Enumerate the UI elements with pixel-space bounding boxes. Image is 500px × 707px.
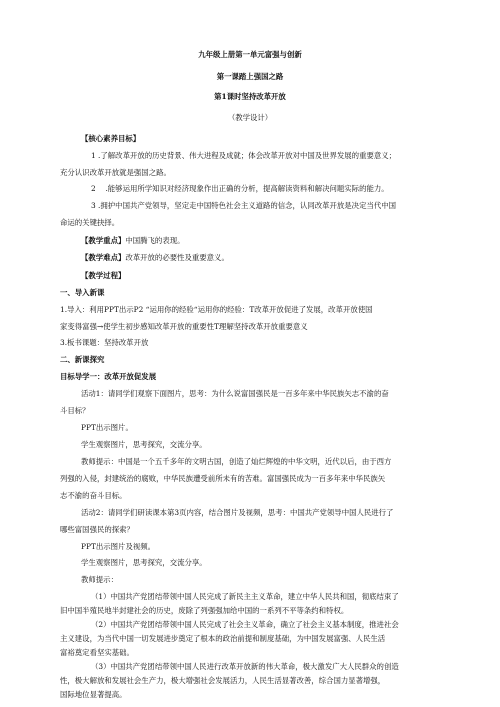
difficult-point-text: 改革开放的必要性及重要意义。 <box>125 253 229 262</box>
guide-1-heading: 目标导学一：改革开放促发展 <box>60 372 157 381</box>
key-point-text: 中国腾飞的表现。 <box>125 236 185 245</box>
point-3-line-1: （3）中国共产党团结带领中国人民进行改革开放新的伟大革命，极大激发广大人民群众的创造 <box>91 662 399 671</box>
point-2-line-2: 主义建设，为当代中国一切发展进步奠定了根本的政治前提和制度基础，为中国发展富强、人民生活 <box>60 634 386 643</box>
key-point <box>81 236 185 246</box>
period-title: 第1课时坚持改革开放 <box>214 92 286 101</box>
activity-1-line-1: 活动1：请同学们观察下面图片，思考：为什么说富国强民是一百多年来中华民族矢志不渝的奋 <box>81 389 389 398</box>
goal-1-line-1: 1 .了解改革开放的历史背景、伟大进程及成就；体会改革开放对中国及世界发展的重要意义； <box>91 151 397 160</box>
doc-type: （教学设计） <box>227 113 273 122</box>
activity-1-tip-line-1: 教师提示：中国是一个五千多年的文明古国，创造了灿烂辉煌的中华文明，近代以后，由于西方 <box>81 457 392 466</box>
intro-line-3: 3.板书课题：坚持改革开放 <box>60 338 149 347</box>
goal-3-line-2: 命运的关键抉择。 <box>60 218 120 227</box>
activity-2-line-2: 哪些富国强民的探索？ <box>60 525 134 534</box>
goals-heading: 【核心素养目标】 <box>81 134 141 143</box>
intro-line-1: 1.导入：利用PPT出示P2 “运用你的经验“运用你的经验：T改革开放促进了发展，改革开放使国 <box>60 305 373 314</box>
section-explore-heading: 二、新课探究 <box>60 355 105 364</box>
activity-1-ppt: PPT出示图片。 <box>81 423 133 432</box>
activity-2-ppt: PPT出示图片及视频。 <box>81 542 156 551</box>
point-2-line-1: （2）中国共产党团结带领中国人民完成了社会主义革命，确立了社会主义基本制度，推进社会 <box>91 620 399 629</box>
activity-1-tip-line-3: 志不渝的奋斗目标。 <box>60 491 127 500</box>
point-3-line-2: 性，极大解放和发展社会生产力，极大增强社会发展活力，人民生活显著改善，综合国力显著增强， <box>60 676 386 685</box>
activity-2-tip: 教师提示： <box>81 575 118 584</box>
point-1-line-1: （1）中国共产党团结带领中国人民完成了新民主主义革命，建立中华人民共和国，彻底结束了 <box>91 592 399 601</box>
point-1-line-2: 旧中国半殖民地半封建社会的历史，废除了列强强加给中国的一系列不平等条约和特权。 <box>60 606 349 615</box>
activity-2-students: 学生观察图片，思考探究，交流分享。 <box>81 558 207 567</box>
goal-2: 2 .能够运用所学知识对经济现象作出正确的分析，提高解读资料和解决问题实际的能力。 <box>91 184 389 193</box>
goal-1-line-2: 充分认识改革开放就是强国之路。 <box>60 168 171 177</box>
process-heading: 【教学过程】 <box>81 271 126 280</box>
key-point-label: 【教学重点】 <box>81 236 126 245</box>
goal-3-line-1: 3 .拥护中国共产党领导，坚定走中国特色社会主义道路的信念，认同改革开放是决定当代中国 <box>91 201 397 210</box>
lesson-title: 第一课踏上强国之路 <box>216 72 284 81</box>
point-2-line-3: 富裕奠定看坚实基础。 <box>60 648 134 657</box>
activity-1-students: 学生观察图片，思考探究，交流分享。 <box>81 440 207 449</box>
doc-title: 九年级上册第一单元富强与创新 <box>198 50 302 59</box>
activity-2-line-1: 活动2：请同学们研读课本第3页内容，结合图片及视频，思考：中国共产党领导中国人民进行了 <box>81 508 394 517</box>
point-3-line-3: 国际地位显著提高。 <box>60 690 127 699</box>
section-intro-heading: 一、导入新课 <box>60 288 105 297</box>
intro-line-2: 家变得富强→使学生初步感知改革开放的重要性T理解坚持改革开放重要意义 <box>60 322 308 331</box>
activity-1-line-2: 斗目标？ <box>60 406 90 415</box>
difficult-point-label: 【教学难点】 <box>81 253 126 262</box>
activity-1-tip-line-2: 列强的入侵，封建统治的腐败，中华民族遭受前所未有的苦难。富国强民成为一百多年来中华民族矢 <box>60 474 386 483</box>
difficult-point <box>81 253 229 263</box>
